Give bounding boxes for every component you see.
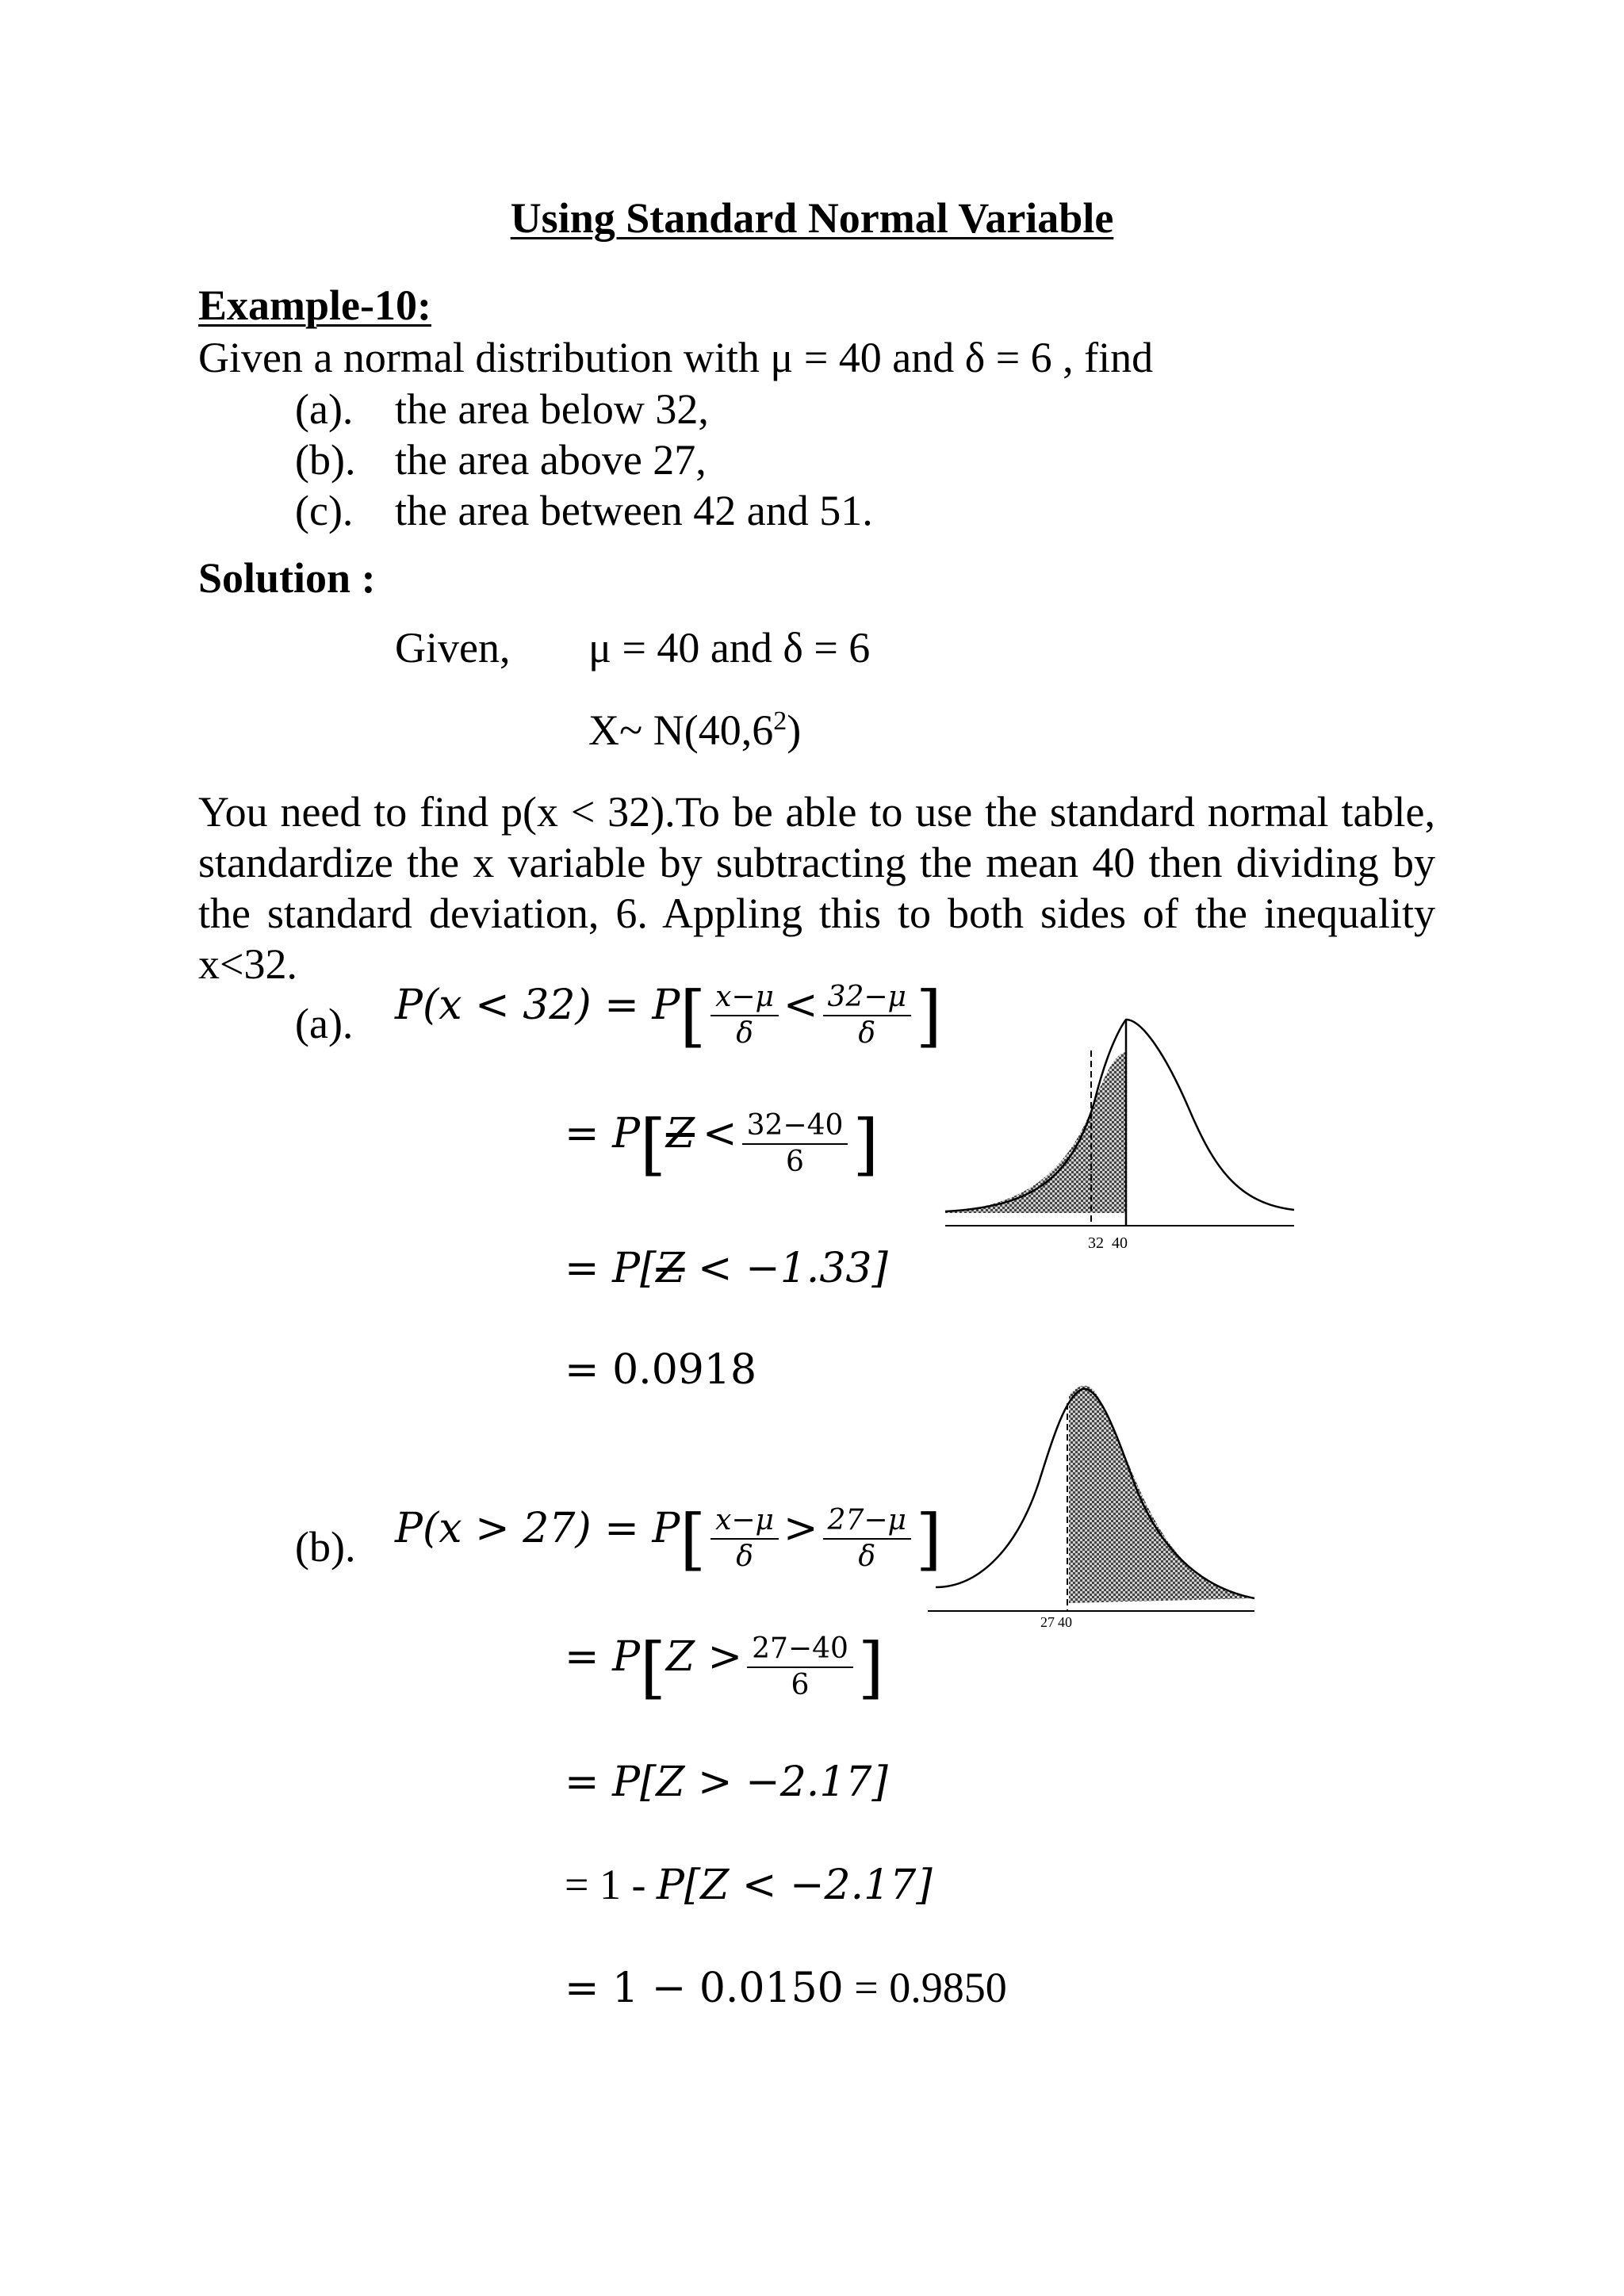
part-a-label: (a). xyxy=(295,1000,354,1047)
bracket-open: [ xyxy=(680,977,707,1055)
part-b-lhs: P(x > 27) = P xyxy=(395,1505,680,1552)
part-b-label: (b). xyxy=(295,1523,356,1571)
item-a-label: (a). xyxy=(295,385,354,433)
curve-a-label-32: 32 xyxy=(1088,1234,1104,1252)
part-a-equation xyxy=(395,977,942,1055)
part-a-step3-prefix: = P[ xyxy=(565,1245,657,1292)
part-a-lhs: P(x < 32) = P xyxy=(395,982,680,1029)
part-b-equation xyxy=(395,1500,942,1578)
part-b-frac2 xyxy=(823,1505,911,1573)
part-b-frac1-den: δ xyxy=(736,1540,753,1574)
given-label: Given, xyxy=(395,624,511,672)
part-b-step4 xyxy=(565,1860,933,1909)
given-values: μ = 40 and δ = 6 xyxy=(588,624,871,672)
problem-statement: Given a normal distribution with μ = 40 and δ = 6 , find xyxy=(198,334,1154,381)
curve-a-label-40: 40 xyxy=(1112,1234,1128,1252)
part-a-frac2-den: δ xyxy=(858,1017,876,1050)
part-b-frac1-num: x−μ xyxy=(710,1505,779,1540)
part-b-step2-frac xyxy=(747,1633,853,1701)
part-a-step2-op: < xyxy=(703,1110,737,1158)
curve-b-label-27: 27 xyxy=(1040,1614,1055,1630)
part-b-step5 xyxy=(565,1963,1007,2012)
page-title xyxy=(0,193,1624,243)
part-b-step2-den: 6 xyxy=(791,1669,810,1702)
part-b-op: > xyxy=(783,1505,818,1552)
item-c-label: (c). xyxy=(295,487,354,534)
part-a-step2-z: Z xyxy=(665,1110,695,1158)
bracket-close: ] xyxy=(852,1105,879,1184)
distribution xyxy=(588,706,801,755)
part-a-step3 xyxy=(565,1245,888,1292)
part-a-frac2-num: 32−μ xyxy=(823,982,911,1016)
part-a-step2-num: 32−40 xyxy=(742,1110,848,1145)
part-a-frac1 xyxy=(710,982,779,1050)
item-b-label: (b). xyxy=(295,436,356,484)
part-a-frac2 xyxy=(823,982,911,1050)
part-a-frac1-den: δ xyxy=(736,1017,753,1050)
shaded-area-b xyxy=(1069,1386,1254,1603)
part-b-step5-math: = 1 − 0.0150 xyxy=(565,1965,844,2012)
part-b-step5-rest: = 0.9850 xyxy=(843,1964,1007,2011)
bracket-open: [ xyxy=(680,1500,707,1578)
part-b-step3: = P[Z > −2.17] xyxy=(565,1758,888,1806)
item-c-text: the area between 42 and 51. xyxy=(395,487,873,534)
distribution-exponent: 2 xyxy=(773,706,787,736)
part-b-step4-math: P[Z < −2.17] xyxy=(656,1862,933,1909)
explanation-paragraph: You need to find p(x < 32).To be able to use the standard normal table, standardize the x variable by subtracting the mean 40 then dividing by the standard deviation, 6. Appling this to both sides of the inequality x<32. xyxy=(198,788,1435,988)
part-a-result: = 0.0918 xyxy=(565,1346,757,1394)
bracket-close: ] xyxy=(915,1500,942,1578)
normal-curve-b xyxy=(928,1380,1261,1641)
part-b-frac2-den: δ xyxy=(858,1540,876,1574)
part-b-step2-num: 27−40 xyxy=(747,1633,853,1668)
part-b-frac1 xyxy=(710,1505,779,1573)
part-a-op: < xyxy=(783,982,818,1029)
bracket-open: [ xyxy=(640,1628,666,1707)
part-b-step2-prefix: = P xyxy=(565,1633,641,1681)
part-b-frac2-num: 27−μ xyxy=(823,1505,911,1540)
part-b-step2-z: Z > xyxy=(665,1633,743,1681)
part-b-step4-prefix: = 1 - xyxy=(565,1861,657,1908)
part-a-step2-den: 6 xyxy=(786,1146,804,1179)
example-heading: Example-10: xyxy=(198,281,431,329)
normal-curve-a xyxy=(936,1007,1300,1261)
distribution-prefix: X~ N(40,6 xyxy=(588,706,774,754)
solution-heading: Solution : xyxy=(198,554,376,602)
part-a-step3-z: Z xyxy=(656,1245,685,1292)
distribution-suffix: ) xyxy=(787,706,802,754)
bracket-close: ] xyxy=(857,1628,884,1707)
part-a-step3-suffix: < −1.33] xyxy=(684,1245,888,1292)
part-a-frac1-num: x−μ xyxy=(710,982,779,1016)
part-a-step2 xyxy=(565,1105,879,1184)
item-b-text: the area above 27, xyxy=(395,436,707,484)
bracket-close: ] xyxy=(915,977,942,1055)
page-title-text: Using Standard Normal Variable xyxy=(510,194,1114,242)
curve-b-label-40: 40 xyxy=(1058,1614,1072,1630)
part-a-step2-prefix: = P xyxy=(565,1110,641,1158)
item-a-text: the area below 32, xyxy=(395,385,709,433)
bracket-open: [ xyxy=(640,1105,666,1184)
part-a-step2-frac xyxy=(742,1110,848,1178)
part-b-step2 xyxy=(565,1628,884,1707)
